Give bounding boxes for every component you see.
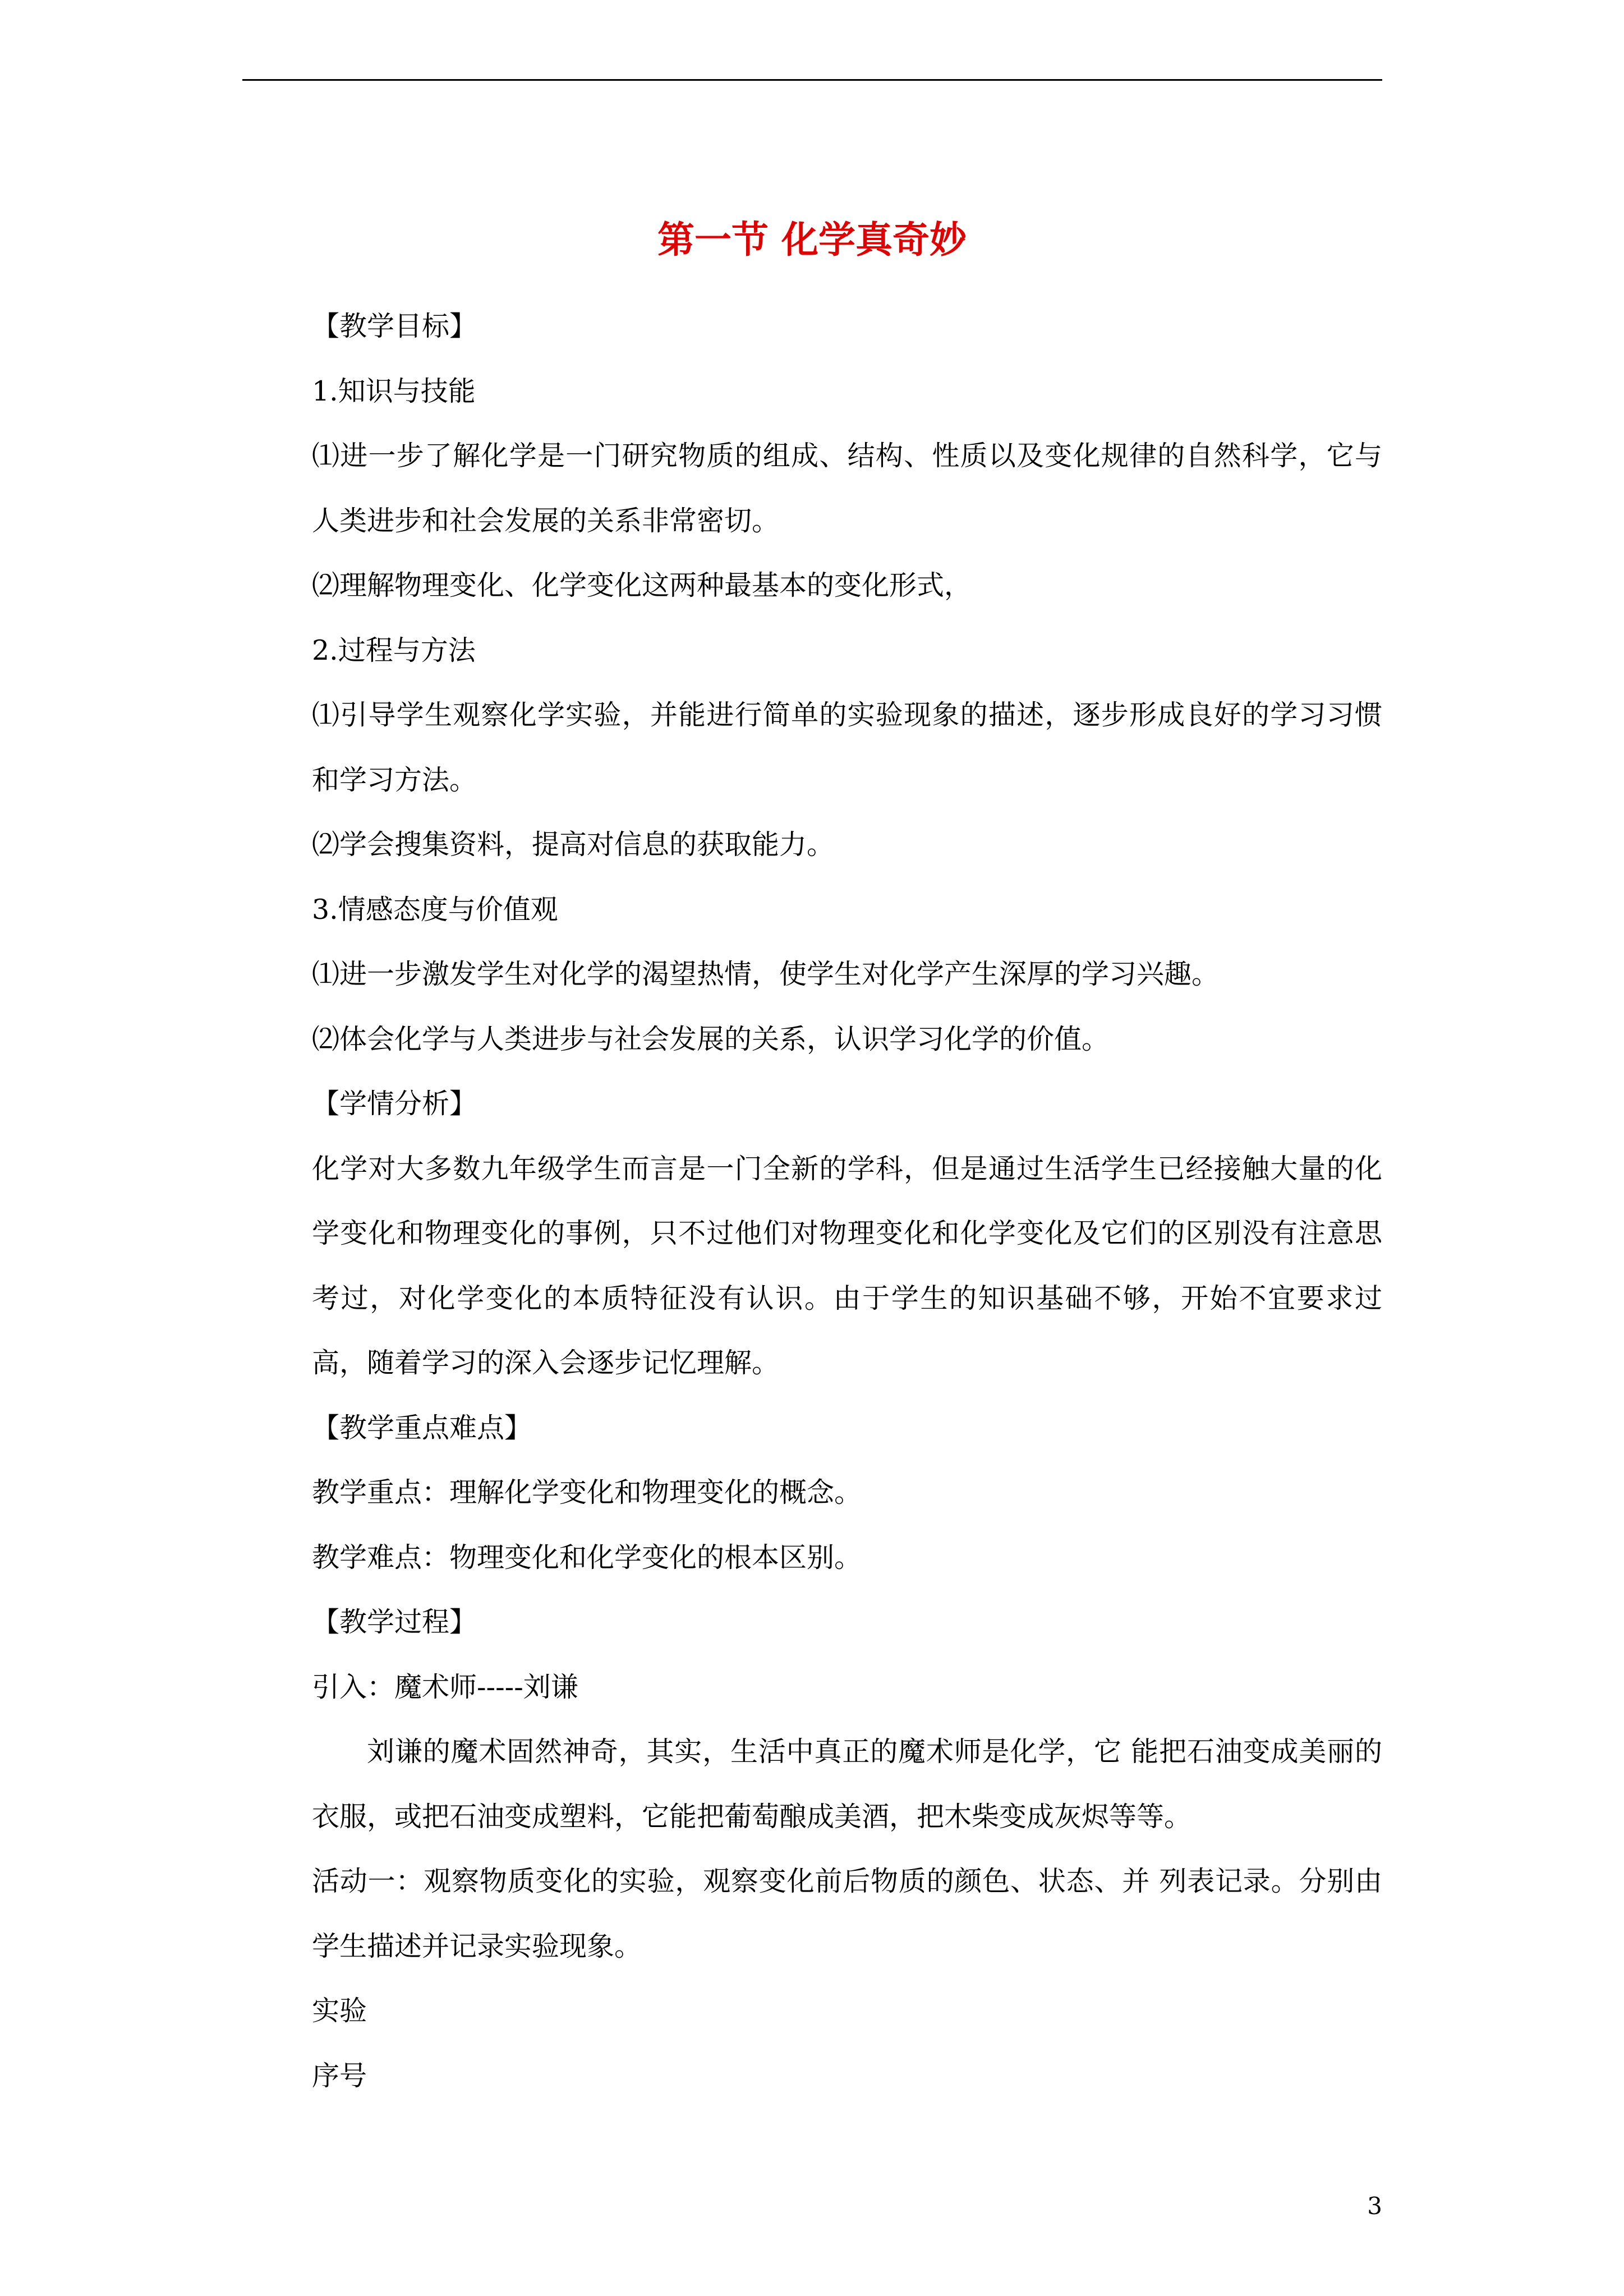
heading-teaching-objectives: 【教学目标】 <box>312 310 477 342</box>
subheading-knowledge-skills: 1.知识与技能 <box>312 375 476 407</box>
paragraph-introduction: 引入：魔术师-----刘谦 <box>312 1671 578 1703</box>
page-title: 第一节 化学真奇妙 <box>657 218 967 261</box>
document-body <box>312 294 1382 2108</box>
paragraph-objective-1-1: ⑴进一步了解化学是一门研究物质的组成、结构、性质以及变化规律的自然科学，它与人类进步和社会发展的关系非常密切。 <box>312 440 1382 537</box>
heading-teaching-process: 【教学过程】 <box>312 1606 477 1638</box>
table-header-experiment: 实验 <box>312 1995 367 2027</box>
paragraph-objective-3-2: ⑵体会化学与人类进步与社会发展的关系，认识学习化学的价值。 <box>312 1023 1110 1055</box>
subheading-process-methods: 2.过程与方法 <box>312 634 476 666</box>
subheading-emotion-values: 3.情感态度与价值观 <box>312 893 558 926</box>
paragraph-activity-one: 活动一：观察物质变化的实验，观察变化前后物质的颜色、状态、并 列表记录。分别由学生描述并记录实验现象。 <box>312 1865 1382 1962</box>
paragraph-objective-2-2: ⑵学会搜集资料，提高对信息的获取能力。 <box>312 829 835 861</box>
paragraph-magician: 刘谦的魔术固然神奇，其实，生活中真正的魔术师是化学，它 能把石油变成美丽的衣服，或把石油变成塑料，它能把葡萄酿成美酒，把木柴变成灰烬等等。 <box>312 1736 1382 1833</box>
page-number: 3 <box>1367 2192 1382 2220</box>
table-header-number: 序号 <box>312 2059 367 2092</box>
heading-learner-analysis: 【学情分析】 <box>312 1088 477 1120</box>
paragraph-objective-2-1: ⑴引导学生观察化学实验，并能进行简单的实验现象的描述，逐步形成良好的学习习惯和学习方法。 <box>312 699 1382 796</box>
heading-key-difficult-points: 【教学重点难点】 <box>312 1411 532 1444</box>
paragraph-difficult-point: 教学难点：物理变化和化学变化的根本区别。 <box>312 1541 862 1573</box>
paragraph-objective-1-2: ⑵理解物理变化、化学变化这两种最基本的变化形式， <box>312 569 972 601</box>
header-rule <box>242 79 1382 81</box>
paragraph-learner-analysis: 化学对大多数九年级学生而言是一门全新的学科，但是通过生活学生已经接触大量的化学变化和物理变化的事例，只不过他们对物理变化和化学变化及它们的区别没有注意思考过，对化学变化的本质特征没有认识。由于学生的知识基础不够，开始不宜要求过高，随着学习的深入会逐步记忆理解。 <box>312 1152 1382 1379</box>
paragraph-key-point: 教学重点：理解化学变化和物理变化的概念。 <box>312 1476 862 1508</box>
paragraph-objective-3-1: ⑴进一步激发学生对化学的渴望热情，使学生对化学产生深厚的学习兴趣。 <box>312 958 1220 990</box>
